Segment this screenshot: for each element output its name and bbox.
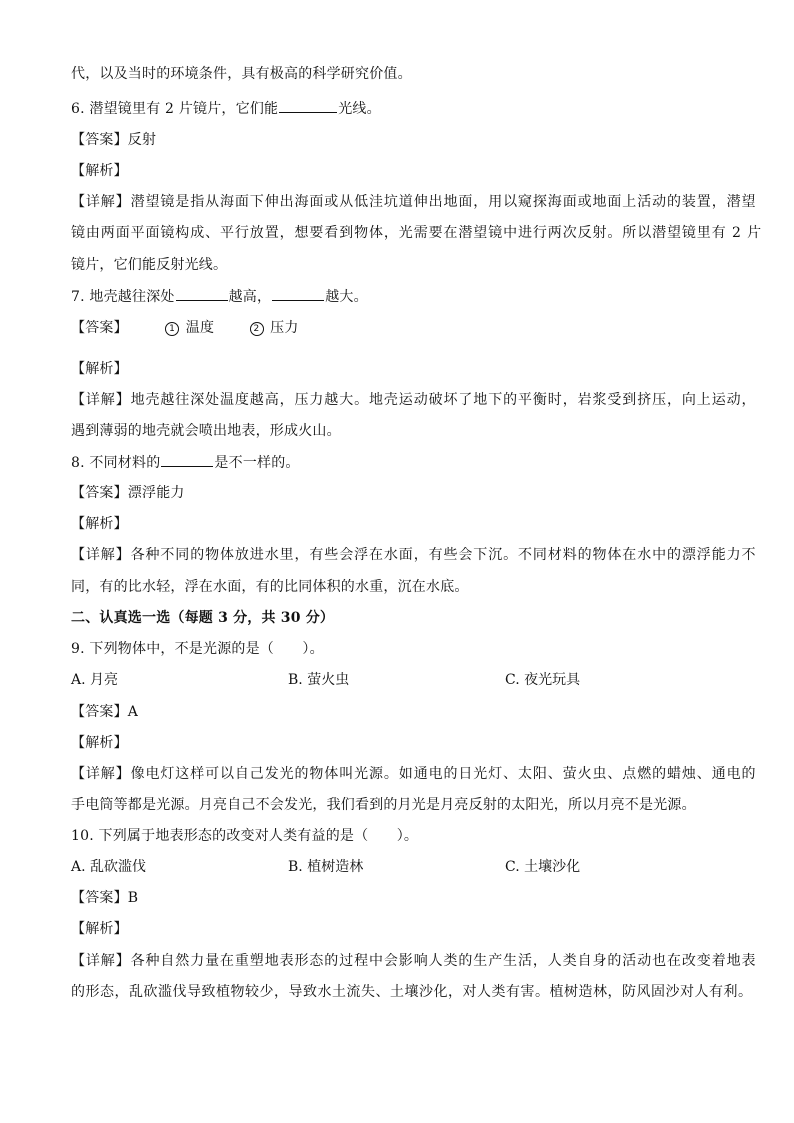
question-6-detail-line: 【详解】潜望镜是指从海面下伸出海面或从低洼坑道伸出地面，用以窥探海面或地面上活动的装置，潜望: [71, 194, 757, 210]
answer-blank: [176, 286, 228, 301]
option-a: A. 月亮: [71, 672, 119, 688]
question-7-answer-1: 温度: [185, 320, 215, 336]
question-9-detail-line: 手电筒等都是光源。月亮自己不会发光，我们看到的月光是月亮反射的太阳光，所以月亮不是光源。: [71, 797, 696, 813]
answer-label: 【答案】: [71, 320, 128, 336]
circled-number-2: 2: [250, 322, 264, 336]
question-6-text-b: 光线。: [338, 101, 381, 117]
question-9-answer: 【答案】A: [71, 704, 139, 720]
continued-text-line: 代，以及当时的环境条件，具有极高的科学研究价值。: [71, 66, 412, 82]
question-9-detail-line: 【详解】像电灯这样可以自己发光的物体叫光源。如通电的日光灯、太阳、萤火虫、点燃的蜡烛、通电的: [71, 766, 757, 782]
question-9-analysis-label: 【解析】: [71, 735, 128, 751]
option-b: B. 萤火虫: [288, 672, 350, 688]
question-7-text-a: 7. 地壳越往深处: [71, 289, 175, 305]
question-8-analysis-label: 【解析】: [71, 516, 128, 532]
question-7-detail-line: 遇到薄弱的地壳就会喷出地表，形成火山。: [71, 423, 341, 439]
question-10: 10. 下列属于地表形态的改变对人类有益的是（ ）。: [71, 828, 419, 844]
option-a: A. 乱砍滥伐: [71, 859, 147, 875]
question-6-text-a: 6. 潜望镜里有 2 片镜片，它们能: [71, 101, 279, 117]
option-c: C. 土壤沙化: [505, 859, 581, 875]
section-heading: 二、认真选一选（每题 3 分，共 30 分）: [71, 610, 335, 626]
question-10-analysis-label: 【解析】: [71, 921, 128, 937]
question-7-detail-line: 【详解】地壳越往深处温度越高，压力越大。地壳运动破坏了地下的平衡时，岩浆受到挤压，向上运动，: [71, 392, 757, 408]
question-10-detail-line: 【详解】各种自然力量在重塑地表形态的过程中会影响人类的生产生活，人类自身的活动也在改变着地表: [71, 953, 757, 969]
question-7: [71, 286, 368, 307]
question-6-detail-line: 镜由两面平面镜构成、平行放置，想要看到物体，光需要在潜望镜中进行两次反射。所以潜望镜里有 2 片: [71, 225, 763, 241]
question-7-text-c: 越大。: [325, 289, 368, 305]
option-b: B. 植树造林: [288, 859, 364, 875]
question-8-detail-line: 【详解】各种不同的物体放进水里，有些会浮在水面，有些会下沉。不同材料的物体在水中的漂浮能力不: [71, 547, 757, 563]
question-10-detail-line: 的形态，乱砍滥伐导致植物较少，导致水土流失、土壤沙化，对人类有害。植树造林，防风固沙对人有利。: [71, 984, 753, 1000]
question-8-text-b: 是不一样的。: [214, 455, 300, 471]
question-7-answer: [71, 318, 299, 338]
question-7-text-b: 越高，: [228, 289, 272, 305]
option-c: C. 夜光玩具: [505, 672, 581, 688]
question-6-detail-line: 镜片，它们能反射光线。: [71, 257, 228, 273]
question-7-answer-2: 压力: [270, 320, 299, 336]
question-7-analysis-label: 【解析】: [71, 361, 128, 377]
question-6: [71, 98, 381, 119]
question-6-analysis-label: 【解析】: [71, 163, 128, 179]
question-8: [71, 452, 300, 473]
answer-blank: [279, 98, 337, 113]
answer-blank: [272, 286, 324, 301]
question-9: 9. 下列物体中，不是光源的是（ ）。: [71, 641, 324, 657]
question-8-answer: 【答案】漂浮能力: [71, 485, 185, 501]
question-8-text-a: 8. 不同材料的: [71, 455, 161, 471]
question-10-answer: 【答案】B: [71, 890, 139, 906]
answer-blank: [161, 452, 213, 467]
question-8-detail-line: 同，有的比水轻，浮在水面，有的比同体积的水重，沉在水底。: [71, 579, 469, 595]
question-6-answer: 【答案】反射: [71, 132, 157, 148]
circled-number-1: 1: [165, 322, 179, 336]
